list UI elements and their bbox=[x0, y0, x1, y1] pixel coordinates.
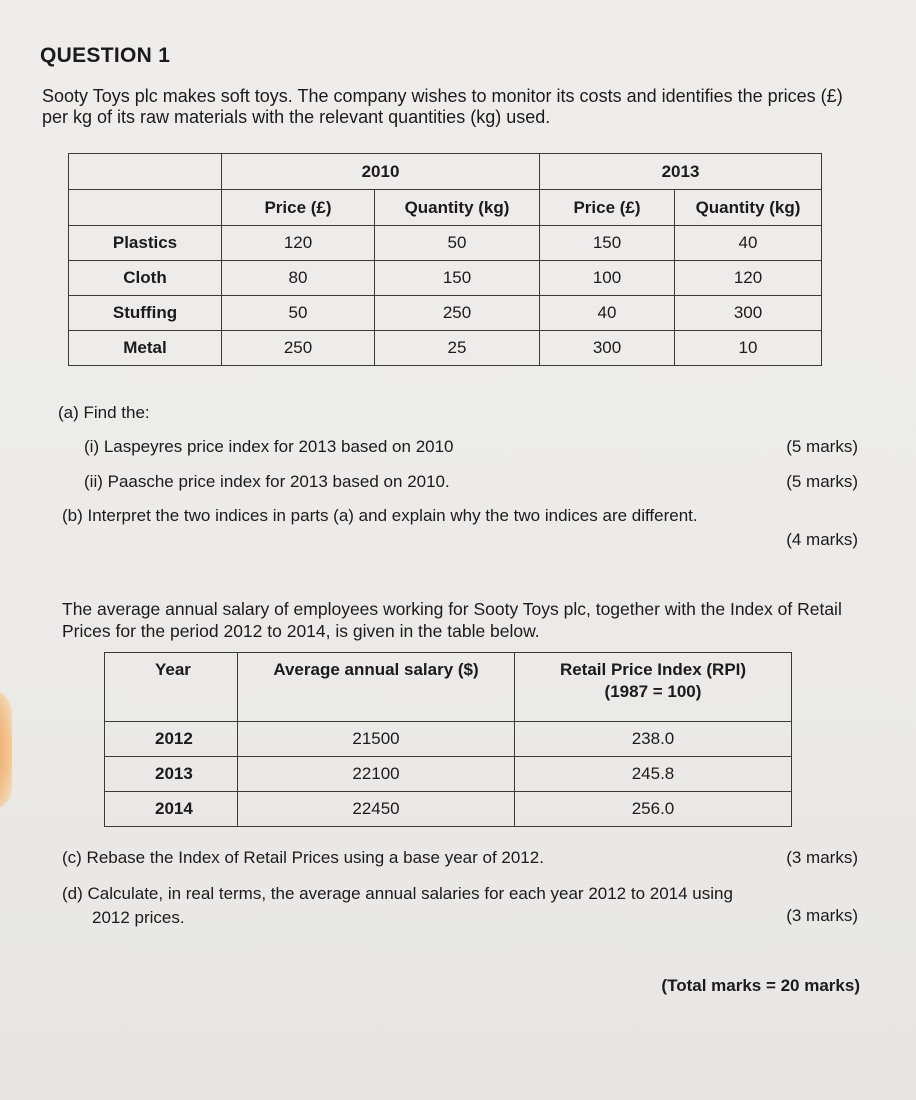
year-cell: 2013 bbox=[105, 757, 238, 792]
finger-edge bbox=[0, 690, 12, 810]
rpi-cell: 256.0 bbox=[515, 792, 792, 827]
part-c-text: (c) Rebase the Index of Retail Prices using a base year of 2012. bbox=[62, 848, 544, 867]
table-row bbox=[105, 722, 792, 757]
rpi-header-line2: (1987 = 100) bbox=[604, 682, 702, 701]
price-2010: 80 bbox=[222, 261, 375, 296]
part-d-marks: (3 marks) bbox=[786, 906, 858, 925]
part-d-line1: (d) Calculate, in real terms, the average annual salaries for each year 2012 to 2014 using bbox=[62, 884, 733, 903]
price-2013: 40 bbox=[540, 296, 675, 331]
quantity-2010: 25 bbox=[375, 331, 540, 366]
table-row bbox=[69, 226, 822, 261]
salary-paragraph: The average annual salary of employees working for Sooty Toys plc, together with the Index of Retail Prices for the period 2012 to 2014, is given in the table below. bbox=[62, 599, 842, 641]
part-d-block bbox=[62, 882, 862, 930]
item-name: Cloth bbox=[69, 261, 222, 296]
year-2010-header: 2010 bbox=[222, 154, 540, 190]
quantity-2013-header: Quantity (kg) bbox=[675, 190, 822, 226]
year-cell: 2014 bbox=[105, 792, 238, 827]
quantity-2013: 120 bbox=[675, 261, 822, 296]
price-2010: 120 bbox=[222, 226, 375, 261]
intro-paragraph: Sooty Toys plc makes soft toys. The company wishes to monitor its costs and identifies the prices (£) per kg of its raw materials with the relevant quantities (kg) used. bbox=[42, 86, 843, 127]
year-2013-header: 2013 bbox=[540, 154, 822, 190]
part-b-marks: (4 marks) bbox=[786, 530, 858, 549]
part-a-i-text: (i) Laspeyres price index for 2013 based on 2010 bbox=[84, 437, 454, 456]
item-name: Stuffing bbox=[69, 296, 222, 331]
salary-header: Average annual salary ($) bbox=[238, 653, 515, 722]
item-name: Plastics bbox=[69, 226, 222, 261]
rpi-header-line1: Retail Price Index (RPI) bbox=[559, 660, 747, 679]
rpi-header bbox=[515, 653, 792, 722]
table-row bbox=[69, 331, 822, 366]
table-row bbox=[105, 757, 792, 792]
quantity-2013: 10 bbox=[675, 331, 822, 366]
table-row bbox=[69, 261, 822, 296]
salary-cell: 21500 bbox=[238, 722, 515, 757]
empty-corner-cell bbox=[69, 154, 222, 190]
part-c-marks: (3 marks) bbox=[786, 848, 858, 867]
total-marks: (Total marks = 20 marks) bbox=[661, 976, 860, 995]
quantity-2010: 150 bbox=[375, 261, 540, 296]
quantity-2013: 300 bbox=[675, 296, 822, 331]
quantity-2010: 250 bbox=[375, 296, 540, 331]
rpi-cell: 238.0 bbox=[515, 722, 792, 757]
item-name: Metal bbox=[69, 331, 222, 366]
quantity-2010: 50 bbox=[375, 226, 540, 261]
part-d-line2: 2012 prices. bbox=[92, 908, 185, 927]
part-a-ii-text: (ii) Paasche price index for 2013 based on 2010. bbox=[84, 472, 450, 491]
price-2013: 100 bbox=[540, 261, 675, 296]
price-2010: 250 bbox=[222, 331, 375, 366]
table-row bbox=[69, 296, 822, 331]
rpi-cell: 245.8 bbox=[515, 757, 792, 792]
price-2013: 300 bbox=[540, 331, 675, 366]
price-2013-header: Price (£) bbox=[540, 190, 675, 226]
quantity-2010-header: Quantity (kg) bbox=[375, 190, 540, 226]
part-a-i-marks: (5 marks) bbox=[786, 437, 858, 456]
salary-rpi-table bbox=[104, 652, 792, 827]
empty-item-header bbox=[69, 190, 222, 226]
year-cell: 2012 bbox=[105, 722, 238, 757]
table-row bbox=[105, 792, 792, 827]
year-header: Year bbox=[105, 653, 238, 722]
part-b-text: (b) Interpret the two indices in parts (a) and explain why the two indices are different. bbox=[62, 506, 698, 525]
price-2010: 50 bbox=[222, 296, 375, 331]
salary-cell: 22450 bbox=[238, 792, 515, 827]
price-2010-header: Price (£) bbox=[222, 190, 375, 226]
part-a-label: (a) Find the: bbox=[58, 403, 150, 422]
question-title: QUESTION 1 bbox=[40, 44, 171, 67]
quantity-2013: 40 bbox=[675, 226, 822, 261]
price-2013: 150 bbox=[540, 226, 675, 261]
part-a-ii-marks: (5 marks) bbox=[786, 472, 858, 491]
raw-materials-table bbox=[68, 153, 822, 366]
salary-cell: 22100 bbox=[238, 757, 515, 792]
